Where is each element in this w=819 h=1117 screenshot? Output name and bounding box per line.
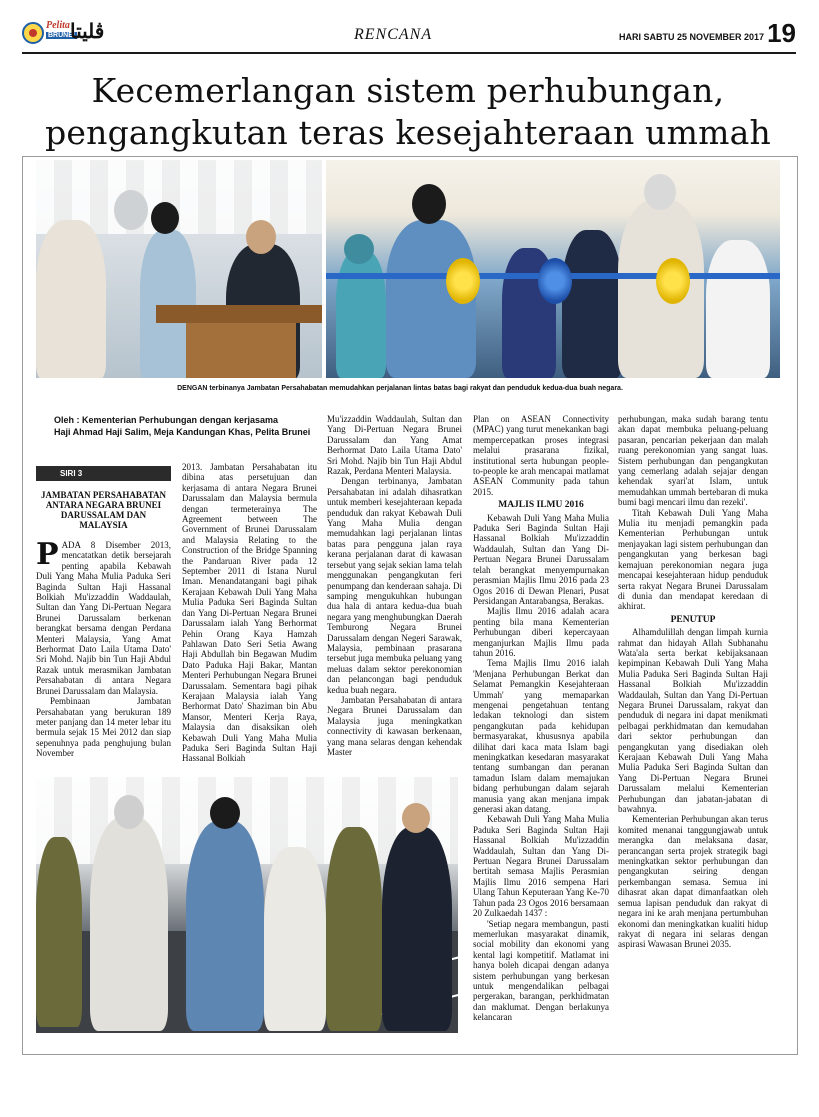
pelita-brunei-logo xyxy=(22,20,104,48)
article-paragraph: Titah Kebawah Duli Yang Maha Mulia itu menjadi pemangkin pada Kementerian Perhubungan untuk menjayakan lagi sistem perhubungan dan pengangkutan yang berkesan bagi kemajuan perekonomian negara juga mencapai kesejahteraan hidup penduduk serta rakyat Negara Brunei Darussalam di dunia dan mendapat keredaan di akhirat. xyxy=(618,507,768,612)
figure-officer-uniform xyxy=(186,821,264,1031)
article-paragraph: 2013. Jambatan Persahabatan itu dibina atas persetujuan dan kerjasama di antara Negara Brunei Darussalam dan Malaysia bermula dengan termeterainya The Agreement between The Government of Brunei Darussalam and Malaysia Relating to the Construction of the Bridge Spanning the Pandaruan River pada 12 September 2011 di Istana Nurul Iman. Menandatangani bagi pihak Kerajaan Kebawah Duli Yang Maha Mulia Paduka Seri Baginda Sultan dan Yang Di-Pertuan Negara Brunei Darussalam ialah Yang Berhormat Pehin Orang Kaya Hamzah Pahlawan Dato Seri Setia Awang Haji Abdullah bin Begawan Mudim Dato Paduka Haji Bakar, Mantan Menteri Perhubungan Negara Brunei Darussalam. Sementara bagi pihak Kerajaan Malaysia ialah Yang Berhormat Dato' Shaziman bin Abu Mansor, Menteri Kerja Raya, Malaysia dan disaksikan oleh Kebawah Duli Yang Maha Mulia Paduka Seri Baginda Sultan Haji Hassanal Bolkiah xyxy=(182,462,317,764)
logo-jawi: ڤليتا xyxy=(70,21,105,43)
figure-head xyxy=(412,184,446,224)
article-paragraph: Dengan terbinanya, Jambatan Persahabatan ini adalah dihasratkan untuk memberi kesejahteraan kepada penduduk dan rakyat Kebawah Duli Yang Maha Mulia dengan memudahkan lagi perjalanan lintas batas para pengguna jalan raya kerana perjalanan darat di kawasan tersebut yang sejak sekian lama telah menggunakan pengangkutan feri penumpang dan kenderaan sahaja. Di samping mengukuhkan hubungan dua hala di antara kedua-dua buah negara yang menghubungkan Daerah Temburong Negara Brunei Darussalam dengan Negeri Sarawak, Malaysia, pembinaan prasarana tersebut juga membuka peluang yang meluas dalam sektor perekonomian dan pelancongan bagi penduduk kedua buah negara. xyxy=(327,476,462,695)
logo-brunei: BRUNEI xyxy=(48,32,75,39)
figure-soldier xyxy=(36,837,82,1027)
section-name: RENCANA xyxy=(354,26,433,43)
figure-man-batik xyxy=(90,817,168,1031)
article-paragraph: 'Setiap negara membangun, pasti memerlukan masyarakat dinamik, social mobility dan ekonomi yang kental lagi kompetitif. Matlamat ini hanya boleh dicapai dengan adanya sistem perhubungan yang berkesan untuk mengendalikan pelbagai pergerakan, barangan, perkhidmatan dan maklumat. Dengan berlakunya kelancaran xyxy=(473,918,609,1023)
article-paragraph: Kementerian Perhubungan akan terus komited menanai tanggungjawab untuk merangka dan melaksana dasar, perancangan serta projek strategik bagi meningkatkan sektor perhubungan dan pengangkutan seiring dengan perkembangan semasa. Semua ini dihasrat akan dapat dimanfaatkan oleh semua lapisan penduduk dan rakyat di negara ini ke arah menjana pertumbuhan ekonomi dan meningkatkan kualiti hidup rakyat di negara ini selaras dengan aspirasi Wawasan Brunei 2035. xyxy=(618,814,768,950)
logo-latin: Pelita xyxy=(46,20,70,31)
signing-desk xyxy=(156,305,322,323)
figure-elder xyxy=(264,847,326,1031)
headline-line-1: Kecemerlangan sistem perhubungan, xyxy=(91,71,725,110)
article-paragraph: Alhamdulillah dengan limpah kurnia rahmat dan hidayah Allah Subhanahu Wata'ala serta berkat kebijaksanaan kepimpinan Kebawah Duli Yang Maha Mulia Paduka Seri Baginda Sultan Haji Hassanal Bolkiah Mu'izzaddin Waddaulah, Sultan dan Yang Di-Pertuan Negara Brunei Darussalam, rakyat dan penduduk di negara ini dapat menikmati pelbagai perkhidmatan dan kemudahan dari sektor perhubungan dan pengangkutan yang disediakan oleh Kerajaan Kebawah Duli Yang Maha Mulia Paduka Seri Baginda Sultan dan Yang Di-Pertuan Negara Brunei Darussalam melalui Kementerian Perhubungan dan jabatan-jabatan di bawahnya. xyxy=(618,627,768,815)
drop-cap: P xyxy=(36,537,59,572)
figure-head xyxy=(644,174,676,210)
subheading-majlis-ilmu: MAJLIS ILMU 2016 xyxy=(498,500,584,511)
headline xyxy=(30,70,786,154)
figure-head xyxy=(210,797,240,829)
page-number: 19 xyxy=(767,18,796,48)
article-column-1 xyxy=(36,537,171,759)
article-paragraph: Pembinaan Jambatan Persahabatan yang berukuran 189 meter panjang dan 14 meter lebar itu bermula sejak 15 Mei 2012 dan siap sepenuhnya pada penghujung bulan November xyxy=(36,696,171,759)
byline-line-2: Haji Ahmad Haji Salim, Meja Kandungan Khas, Pelita Brunei xyxy=(54,427,311,437)
ribbon-bow-blue xyxy=(538,258,572,304)
byline xyxy=(54,414,314,438)
article-paragraph: Tema Majlis Ilmu 2016 ialah 'Menjana Perhubungan Berkat dan Selamat Pemangkin Kesejahteraan Ummah' yang memaparkan mengenai pengetahuan tentang ledakan teknologi dan sistem pengangkutan pada kehidupan bermasyarakat, khususnya apabila dilihat dari kaca mata Islam bagi meningkatkan kesedaran masyarakat tentang sumbangan dan peranan tamadun Islam dalam memajukan bidang perhubungan dalam sejarah manusia yang akan menjana impak generasi akan datang. xyxy=(473,658,609,815)
figure-signing-man xyxy=(36,220,106,378)
article-column-3 xyxy=(327,414,462,757)
article-column-5 xyxy=(618,414,768,950)
figure-woman-teal xyxy=(336,250,386,378)
article-paragraph: perhubungan, maka sudah barang tentu akan dapat membuka peluang-peluang pasaran, pencarian pekerjaan dan malah ruang perekonomian yang sangat luas. Sistem perhubungan dan pengangkutan yang cemerlang adalah sejajar dengan kehendak syari'at Islam, untuk memudahkan ummah bertebaran di muka bumi bagi mencari ilmu dan rezeki'. xyxy=(618,414,768,508)
figure-head xyxy=(344,234,374,264)
subheading-penutup: PENUTUP xyxy=(670,614,716,625)
issue-date: HARI SABTU 25 NOVEMBER 2017 xyxy=(618,32,764,42)
figure-head xyxy=(151,202,179,234)
series-label: SIRI 3 xyxy=(36,466,171,481)
figure-head xyxy=(246,220,276,254)
article-paragraph: Majlis Ilmu 2016 adalah acara penting bila mana Kementerian Perhubungan diberi kepercayaan menganjurkan Majlis Ilmu pada tahun 2016. xyxy=(473,606,609,658)
signing-desk-front xyxy=(186,323,296,378)
torch-emblem-icon xyxy=(22,22,44,44)
article-paragraph: PADA 8 Disember 2013, mencatatkan detik bersejarah penting apabila Kebawah Duli Yang Maha Mulia Paduka Seri Baginda Sultan Haji Hassanal Bolkiah Mu'izzaddin Waddaulah, Sultan dan Yang Di-Pertuan Negara Brunei Darussalam berkenan berangkat bersama dengan Perdana Menteri Malaysia, Yang Amat Berhormat Dato Laila Utama Dato' Sri Mohd. Najib bin Tun Haji Abdul Razak untuk merasmikan Jambatan Persahabatan di antara Negara Brunei Darussalam dan Malaysia. xyxy=(36,537,171,696)
figure-guard-suit xyxy=(382,827,452,1031)
series-title: JAMBATAN PERSAHABATAN ANTARA NEGARA BRUNEI DARUSSALAM DAN MALAYSIA xyxy=(40,490,167,530)
article-paragraph: Plan on ASEAN Connectivity (MPAC) yang turut menekankan bagi mempercepatkan proses integrasi melalui prasarana fizikal, institutional serta hubungan people-to-people ke arah mencapai matlamat ASEAN Community pada tahun 2015. xyxy=(473,414,609,497)
ribbon-bow-yellow xyxy=(446,258,480,304)
headline-line-2: pengangkutan teras kesejahteraan ummah xyxy=(45,113,771,152)
article-paragraph: Jambatan Persahabatan di antara Negara Brunei Darussalam dan Malaysia juga meningkatkan connectivity di kawasan berkenaan, yang mana selaras dengan kehendak Master xyxy=(327,694,462,757)
photo-ribbon-cutting xyxy=(326,160,780,378)
byline-line-1: Oleh : Kementerian Perhubungan dengan kerjasama xyxy=(54,415,279,425)
figure-head xyxy=(114,795,144,829)
figure-man-white xyxy=(706,240,770,378)
article-column-4 xyxy=(473,414,609,1023)
article-paragraph: Kebawah Duli Yang Maha Mulia Paduka Seri Baginda Sultan Haji Hassanal Bolkiah Mu'izzaddin Waddaulah, Sultan dan Yang Di-Pertuan Negara Brunei Darussalam bertitah semasa Majlis Perasmian Majlis Ilmu 2016 sempena Hari Ulang Tahun Keputeraan Yang Ke-70 Tahun pada 23 Ogos 2016 bersamaan 20 Zulkaedah 1437 : xyxy=(473,814,609,919)
figure-head xyxy=(402,803,430,833)
masthead xyxy=(22,20,796,54)
photo-signing-ceremony xyxy=(36,160,322,378)
photo-delegation-walk xyxy=(36,777,458,1033)
photo-caption: DENGAN terbinanya Jambatan Persahabatan memudahkan perjalanan lintas batas bagi rakyat dan penduduk kedua-dua buah negara. xyxy=(177,385,623,392)
figure-head xyxy=(114,190,148,230)
ribbon-bow-yellow xyxy=(656,258,690,304)
figure-guest xyxy=(562,230,622,378)
figure-soldier xyxy=(326,827,382,1031)
article-column-2 xyxy=(182,462,317,764)
article-paragraph: Kebawah Duli Yang Maha Mulia Paduka Seri Baginda Sultan Haji Hassanal Bolkiah Mu'izzaddin Waddaulah, Sultan dan Yang Di-Pertuan Negara Brunei Darussalam telah berangkat menyempurnakan perasmian Majlis Ilmu 2016 pada 23 Ogos 2016 di Dewan Plenari, Pusat Persidangan Antarabangsa, Berakas. xyxy=(473,512,609,606)
article-paragraph: Mu'izzaddin Waddaulah, Sultan dan Yang Di-Pertuan Negara Brunei Darussalam dan Yang Amat Berhormat Dato Laila Utama Dato' Sri Mohd. Najib bin Tun Haji Abdul Razak, Perdana Menteri Malaysia. xyxy=(327,414,462,477)
